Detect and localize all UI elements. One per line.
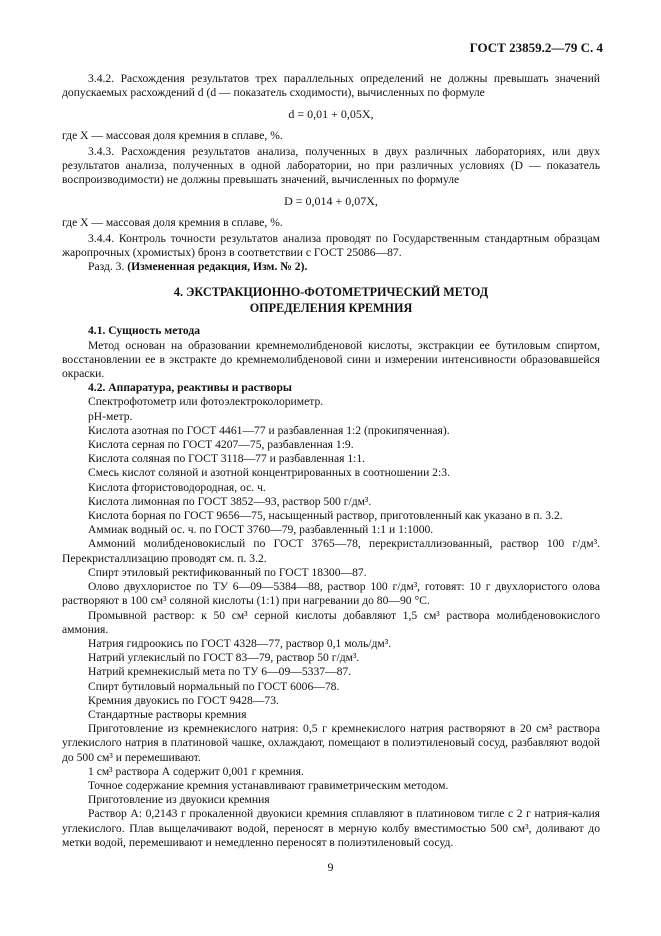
formula-d: d = 0,01 + 0,05X, xyxy=(288,107,374,122)
list-item-sodium-metasilicate: Натрий кремнекислый мета по ТУ 6—09—5337—87. xyxy=(88,665,352,679)
paragraph-3-4-3: 3.4.3. Расхождения результатов анализа, полученных в двух различных лабораториях, или двух результатов анализа, полученных в одной лаборатории, но при различных условиях (D — показатель воспроизводимости) не должны превышать значений, вычисленных по формуле xyxy=(62,144,600,187)
list-item-ph-meter: pH-метр. xyxy=(88,409,133,423)
subsection-4-1-heading: 4.1. Сущность метода xyxy=(88,324,201,338)
section-4-title-line-1: 4. ЭКСТРАКЦИОННО-ФОТОМЕТРИЧЕСКИЙ МЕТОД xyxy=(173,285,489,300)
list-item-silicon-dioxide: Кремния двуокись по ГОСТ 9428—73. xyxy=(88,693,279,707)
list-item-wash-solution: Промывной раствор: к 50 см³ серной кислоты добавляют 1,5 см³ раствора молибденовокислого аммония. xyxy=(62,608,600,636)
paragraph-3-4-2: 3.4.2. Расхождения результатов трех параллельных определений не должны превышать значений допускаемых расхождений d (d — показатель сходимости), вычисленных по формуле xyxy=(62,72,600,100)
list-item-sodium-hydroxide: Натрия гидроокись по ГОСТ 4328—77, раствор 0,1 моль/дм³. xyxy=(88,636,392,650)
list-item-butanol: Спирт бутиловый нормальный по ГОСТ 6006—78. xyxy=(88,679,340,693)
section-4-title xyxy=(62,284,600,316)
section-note-text: Разд. 3. xyxy=(88,260,125,274)
list-item-ethanol: Спирт этиловый ректификованный по ГОСТ 18300—87. xyxy=(88,565,367,579)
list-item-standard-solutions: Стандартные растворы кремния xyxy=(88,707,247,721)
list-item-sulfuric-acid: Кислота серная по ГОСТ 4207—75, разбавленная 1:9. xyxy=(88,438,354,452)
paragraph-solution-a-content: 1 см³ раствора А содержит 0,001 г кремния. xyxy=(88,764,304,778)
subsection-4-2-heading: 4.2. Аппаратура, реактивы и растворы xyxy=(88,381,292,395)
paragraph-gravimetric: Точное содержание кремния устанавливают гравиметрическим методом. xyxy=(88,778,449,792)
list-item-ammonium-molybdate: Аммоний молибденовокислый по ГОСТ 3765—78, перекристаллизованный, раствор 100 г/дм³. Перекристаллизацию проводят см. п. 3.2. xyxy=(62,537,600,565)
document-body xyxy=(62,72,600,850)
paragraph-section-note xyxy=(62,260,600,274)
list-item-ammonia: Аммиак водный ос. ч. по ГОСТ 3760—79, разбавленный 1:1 и 1:1000. xyxy=(88,523,434,537)
list-item-sodium-carbonate: Натрий углекислый по ГОСТ 83—79, раствор 50 г/дм³. xyxy=(88,651,360,665)
list-item-acid-mixture: Смесь кислот соляной и азотной концентрированных в соотношении 2:3. xyxy=(88,466,450,480)
list-item-tin-chloride: Олово двухлористое по ТУ 6—09—5384—88, раствор 100 г/дм³, готовят: 10 г двухлористого олова растворяют в 100 см³ соляной кислоты (1:1) при нагревании до 80—90 °С. xyxy=(62,580,600,608)
list-item-boric-acid: Кислота борная по ГОСТ 9656—75, насыщенный раствор, приготовленный как указано в п. 3.2. xyxy=(88,509,563,523)
paragraph-where-x: где X — массовая доля кремния в сплаве, %. xyxy=(62,128,283,142)
paragraph-method-essence: Метод основан на образовании кремнемолибденовой кислоты, экстракции ее бутиловым спиртом, восстановлении ее в экстракте до кремнемолибденовой сини и измерении интенсивности образовавшейся окраски. xyxy=(62,338,600,381)
section-4-title-line-2: ОПРЕДЕЛЕНИЯ КРЕМНИЯ xyxy=(249,301,413,316)
page-header: ГОСТ 23859.2—79 С. 4 xyxy=(469,40,603,55)
paragraph-where-x-2: где X — массовая доля кремния в сплаве, %. xyxy=(62,215,283,229)
page-number: 9 xyxy=(327,860,334,874)
paragraph-prep-from-dioxide-heading: Приготовление из двуокиси кремния xyxy=(88,793,270,807)
paragraph-prep-from-silicate: Приготовление из кремнекислого натрия: 0,5 г кремнекислого натрия растворяют в 20 см³ раствора углекислого натрия в платиновой чашке, охлаждают, помещают в полиэтиленовый сосуд, разбавляют водой до 500 см³ и перемешивают. xyxy=(62,722,600,764)
paragraph-solution-a-prep: Раствор А: 0,2143 г прокаленной двуокиси кремния сплавляют в платиновом тигле с 2 г натрия-калия углекислого. Плав выщелачивают водой, переносят в мерную колбу вместимостью 500 см³, доливают до метки водой, перемешивают и немедленно переносят в полиэтиленовый сосуд. xyxy=(62,807,600,849)
paragraph-3-4-4: 3.4.4. Контроль точности результатов анализа проводят по Государственным стандартным образцам жаропрочных (хромистых) бронз в соответствии с ГОСТ 25086—87. xyxy=(62,231,600,260)
list-item-spectrophotometer: Спектрофотометр или фотоэлектроколориметр. xyxy=(88,395,324,409)
section-note-amendment: (Измененная редакция, Изм. № 2). xyxy=(127,260,308,274)
list-item-hydrochloric-acid: Кислота соляная по ГОСТ 3118—77 и разбавленная 1:1. xyxy=(88,452,366,466)
list-item-hydrofluoric-acid: Кислота фтористоводородная, ос. ч. xyxy=(88,480,266,494)
formula-D: D = 0,014 + 0,07X, xyxy=(284,194,378,209)
list-item-citric-acid: Кислота лимонная по ГОСТ 3852—93, раствор 500 г/дм³. xyxy=(88,494,372,508)
list-item-nitric-acid: Кислота азотная по ГОСТ 4461—77 и разбавленная 1:2 (прокипяченная). xyxy=(88,423,450,437)
